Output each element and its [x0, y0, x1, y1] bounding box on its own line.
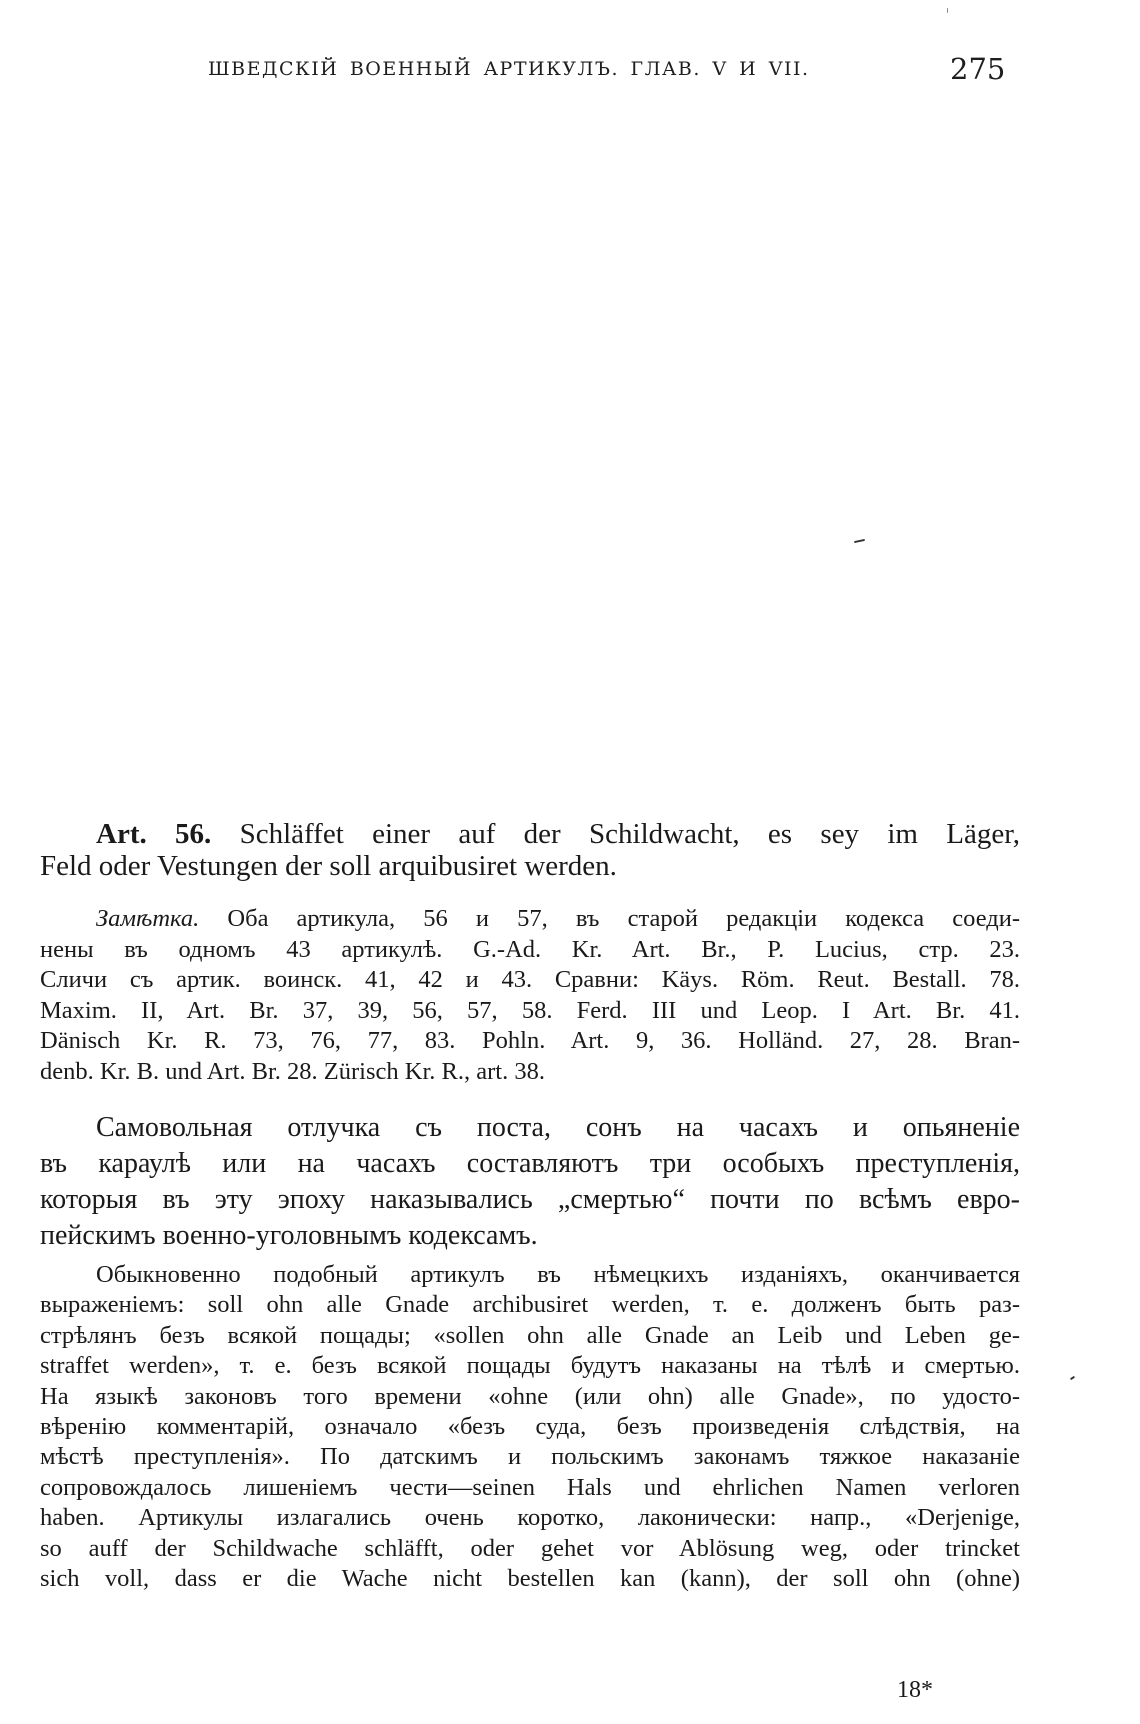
paragraph-line: На языкѣ законовъ того времени «ohne (или ohn) alle Gnade», по удосто-: [40, 1382, 1020, 1410]
paragraph-line: сопровождалось лишеніемъ чести—seinen Hals und ehrlichen Namen verloren: [40, 1473, 1020, 1501]
note-line: denb. Kr. B. und Art. Br. 28. Zürisch Kr. R., art. 38.: [40, 1057, 545, 1085]
paragraph-commentary: [40, 1260, 1020, 1594]
paragraph-line: въ караулѣ или на часахъ составляютъ три особыхъ преступленія,: [40, 1148, 1020, 1179]
print-speck: [947, 8, 948, 13]
note-line: [40, 904, 1020, 935]
article-56-text: [40, 818, 1020, 882]
paragraph-line: straffet werden», т. е. безъ всякой пощады будутъ наказаны на тѣлѣ и смертью.: [40, 1352, 1020, 1380]
paragraph-line: sich voll, dass er die Wache nicht bestellen kan (kann), der soll ohn (ohne): [40, 1565, 1020, 1593]
paragraph-line: выраженіемъ: soll ohn alle Gnade archibusiret werden, т. е. долженъ быть раз-: [40, 1291, 1020, 1319]
article-line: [40, 850, 1020, 882]
note-line-text: Оба артикула, 56 и 57, въ старой редакціи кодекса соеди-: [227, 905, 1020, 932]
article-label: Art. 56.: [96, 818, 212, 850]
note-line: Сличи съ артик. воинск. 41, 42 и 43. Сравни: Käys. Röm. Reut. Bestall. 78.: [40, 966, 1020, 994]
article-line-text: Schläffet einer auf der Schildwacht, es sey im Läger,: [239, 818, 1020, 850]
article-line-text: Feld oder Vestungen der soll arquibusiret werden.: [40, 850, 617, 882]
note-line: Dänisch Kr. R. 73, 76, 77, 83. Pohln. Art. 9, 36. Holländ. 27, 28. Bran-: [40, 1027, 1020, 1055]
paragraph-line: мѣстѣ преступленія». По датскимъ и польскимъ законамъ тяжкое наказаніе: [40, 1443, 1020, 1471]
signature-mark: 18*: [897, 1677, 933, 1703]
paragraph-line: Обыкновенно подобный артикулъ въ нѣмецкихъ изданіяхъ, оканчивается: [96, 1261, 1020, 1288]
paragraph-line: вѣренію комментарій, означало «безъ суда, безъ произведенія слѣдствія, на: [40, 1413, 1020, 1441]
paragraph-line: которыя въ эту эпоху наказывались „смертью“ почти по всѣмъ евро-: [40, 1184, 1020, 1215]
paragraph-line: so auff der Schildwache schläfft, oder gehet vor Ablösung weg, oder trincket: [40, 1534, 1020, 1562]
note-block: [40, 904, 1020, 1088]
paragraph-line: пейскимъ военно-уголовнымъ кодексамъ.: [40, 1220, 538, 1251]
running-head: ШВЕДСКІЙ ВОЕННЫЙ АРТИКУЛЪ. ГЛАВ. V И VII.: [208, 58, 810, 80]
print-speck: [854, 539, 865, 543]
paragraph-line: haben. Артикулы излагались очень коротко, лаконически: напр., «Derjenige,: [40, 1504, 1020, 1532]
article-line: [40, 818, 1020, 850]
print-speck: [1070, 1376, 1075, 1381]
note-line: Maxim. II, Art. Br. 37, 39, 56, 57, 58. Ferd. III und Leop. I Art. Br. 41.: [40, 996, 1020, 1024]
note-line: нены въ одномъ 43 артикулѣ. G.-Ad. Kr. Art. Br., P. Lucius, стр. 23.: [40, 935, 1020, 963]
page-number: 275: [950, 52, 1006, 86]
paragraph-main: [40, 1110, 1020, 1254]
paragraph-line: Самовольная отлучка съ поста, сонъ на часахъ и опьяненіе: [96, 1112, 1020, 1143]
paragraph-line: стрѣлянъ безъ всякой пощады; «sollen ohn alle Gnade an Leib und Leben ge-: [40, 1321, 1020, 1349]
note-label: Замѣтка.: [96, 905, 200, 932]
